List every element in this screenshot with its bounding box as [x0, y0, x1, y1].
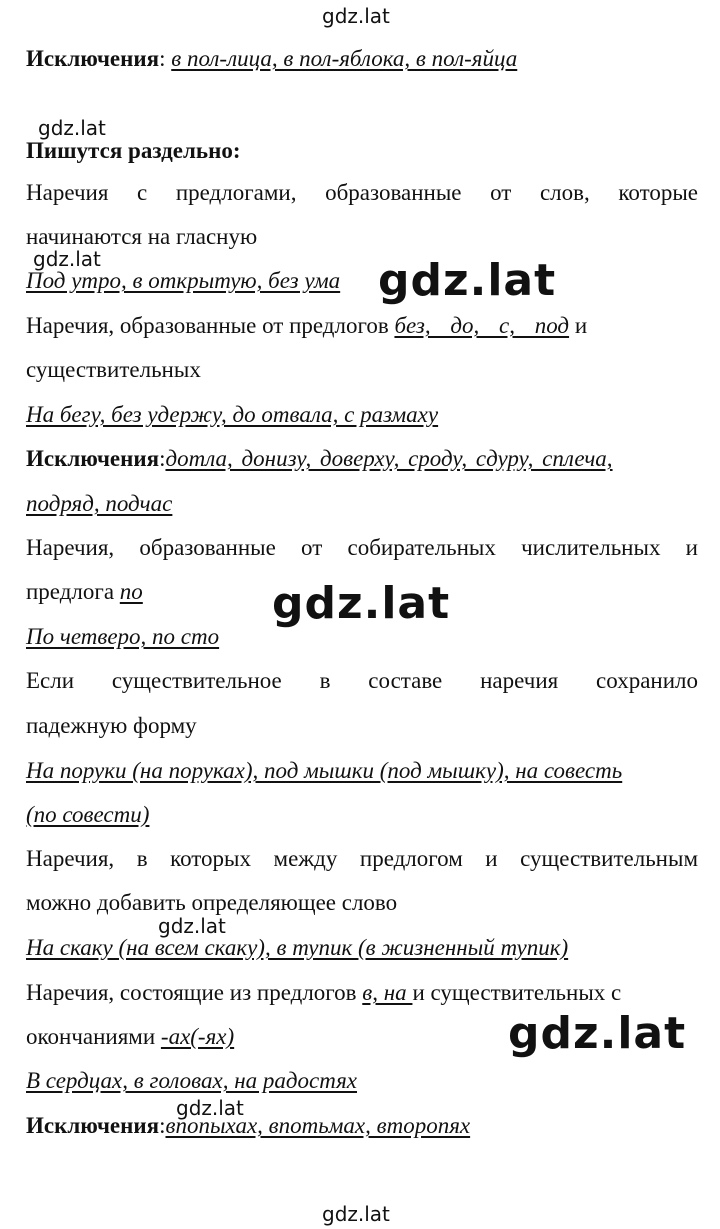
rule-text-part: предлога [26, 579, 120, 604]
section-heading: Пишутся раздельно: [26, 138, 241, 163]
example-text: (по совести) [26, 802, 150, 827]
example-text: подряд, подчас [26, 491, 173, 516]
rule-text-part: и существительных с [412, 980, 622, 1005]
exceptions-label: Исключения [26, 1113, 160, 1138]
example-text: На скаку (на всем скаку), в тупик (в жизненный тупик) [26, 935, 569, 960]
watermark-big: gdz.lat [378, 255, 557, 306]
example-text: По четверо, по сто [26, 624, 220, 649]
example-line [26, 400, 698, 430]
exceptions-line-3 [26, 1111, 698, 1141]
watermark-small: gdz.lat [33, 247, 101, 271]
exceptions-line-2 [26, 444, 698, 474]
prepositions: без, до, с, под [394, 313, 570, 338]
watermark-bottom: gdz.lat [322, 1202, 390, 1226]
example-text: впопыхах, впотьмах, второпях [165, 1113, 471, 1138]
rule-text-part: Наречия, образованные от предлогов [26, 313, 395, 338]
example-text: в пол-лица, в пол-яблока, в пол-яйца [171, 46, 518, 71]
example-line [26, 933, 698, 963]
rule-text-part: окончаниями [26, 1024, 161, 1049]
rule-text: Если существительное в составе наречия сохранило [26, 668, 698, 693]
example-line [26, 756, 698, 786]
watermark-small: gdz.lat [176, 1096, 244, 1120]
ending: -ах(-ях) [160, 1024, 235, 1049]
rule-text-part: Наречия, состоящие из предлогов [26, 980, 363, 1005]
example-text: На бегу, без удержу, до отвала, с размаху [26, 402, 439, 427]
exceptions-line-1 [26, 44, 698, 74]
colon: : [159, 1113, 166, 1138]
watermark-small: gdz.lat [38, 116, 106, 140]
example-line [26, 800, 698, 830]
example-text: Под утро, в открытую, без ума [26, 268, 341, 293]
watermark-big: gdz.lat [508, 1008, 687, 1059]
example-text: В сердцах, в головах, на радостях [26, 1068, 358, 1093]
rule-text: падежную форму [26, 713, 197, 738]
rule-text: Наречия, образованные от собирательных числительных и [26, 535, 698, 560]
example-line [26, 489, 698, 519]
colon: : [159, 446, 166, 471]
rule-text [26, 978, 698, 1008]
watermark-top: gdz.lat [322, 4, 390, 28]
exceptions-label: Исключения [26, 446, 160, 471]
example-text: На поруки (на поруках), под мышки (под мышку), на совесть [26, 758, 623, 783]
rule-text [26, 311, 698, 341]
rule-text-part: и [569, 313, 588, 338]
prepositions: в, на [362, 980, 413, 1005]
example-line [26, 266, 698, 296]
rule-text: можно добавить определяющее слово [26, 890, 398, 915]
rule-text: Наречия, в которых между предлогом и существительным [26, 846, 698, 871]
watermark-big: gdz.lat [272, 578, 451, 629]
rule-text: существительных [26, 357, 201, 382]
rule-text: Наречия с предлогами, образованные от слов, которые [26, 180, 698, 205]
colon: : [159, 46, 172, 71]
preposition: по [119, 579, 143, 604]
rule-text: начинаются на гласную [26, 224, 258, 249]
watermark-small: gdz.lat [158, 914, 226, 938]
example-line [26, 1066, 698, 1096]
exceptions-label: Исключения [26, 46, 160, 71]
example-text: дотла, донизу, доверху, сроду, сдуру, сплеча, [165, 446, 613, 471]
